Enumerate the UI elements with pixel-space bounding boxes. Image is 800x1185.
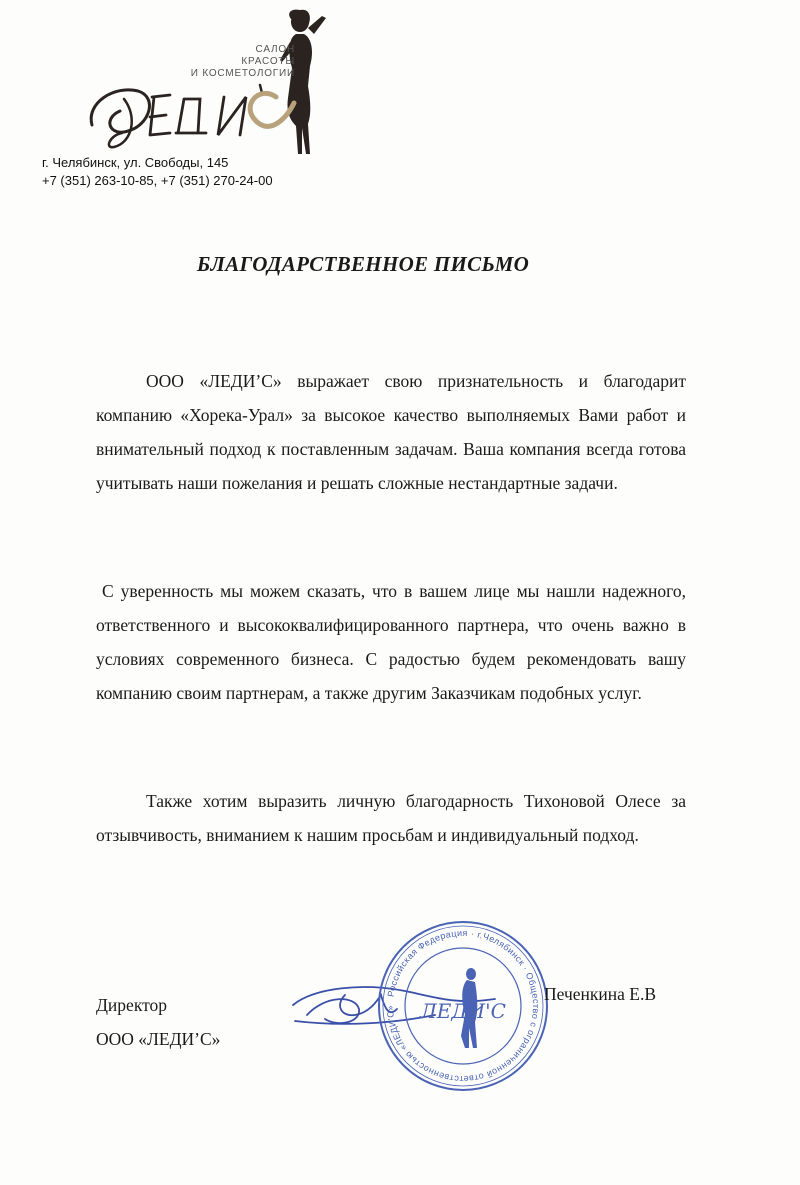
salon-tagline: [175, 44, 295, 80]
signatory-company: ООО «ЛЕДИ’С»: [96, 1029, 221, 1049]
round-company-stamp-icon: [375, 918, 551, 1094]
signatory-block: [96, 988, 220, 1056]
salon-line: САЛОН: [255, 44, 295, 55]
paragraph: Также хотим выразить личную благодарность Тихоновой Олесе за отзывчивость, вниманием к нашим просьбам и индивидуальный подход.: [96, 791, 686, 845]
paragraph: С уверенность мы можем сказать, что в вашем лице мы нашли надежного, ответственного и высококвалифицированного партнера, что очень важно в условиях современного бизнеса. С радостью будем рекомендовать вашу компанию своим партнерам, а также другим Заказчикам подобных услуг.: [96, 581, 686, 703]
stamp-ring-text: Российская Федерация · г.Челябинск · Общество с ограниченной ответственностью «ЛЕДИ'С»: [384, 927, 542, 1085]
address: г. Челябинск, ул. Свободы, 145: [42, 155, 229, 170]
paragraph: ООО «ЛЕДИ’С» выражает свою признательность и благодарит компанию «Хорека-Урал» за высокое качество выполняемых Вами работ и внимательный подход к поставленным задачам. Ваша компания всегда готова учитывать наши пожелания и решать сложные нестандартные задачи.: [96, 371, 686, 493]
salon-line: И КОСМЕТОЛОГИИ: [190, 68, 295, 79]
phones: +7 (351) 263-10-85, +7 (351) 270-24-00: [42, 173, 273, 188]
stamp-brand: ЛЕДИ'С: [420, 999, 506, 1023]
salon-line: КРАСОТЫ: [241, 56, 295, 67]
signatory-name: Печенкина Е.В: [544, 984, 657, 1004]
contacts-block: [42, 154, 273, 190]
page-title: БЛАГОДАРСТВЕННОЕ ПИСЬМО: [196, 252, 530, 276]
signatory-position: Директор: [96, 995, 168, 1015]
